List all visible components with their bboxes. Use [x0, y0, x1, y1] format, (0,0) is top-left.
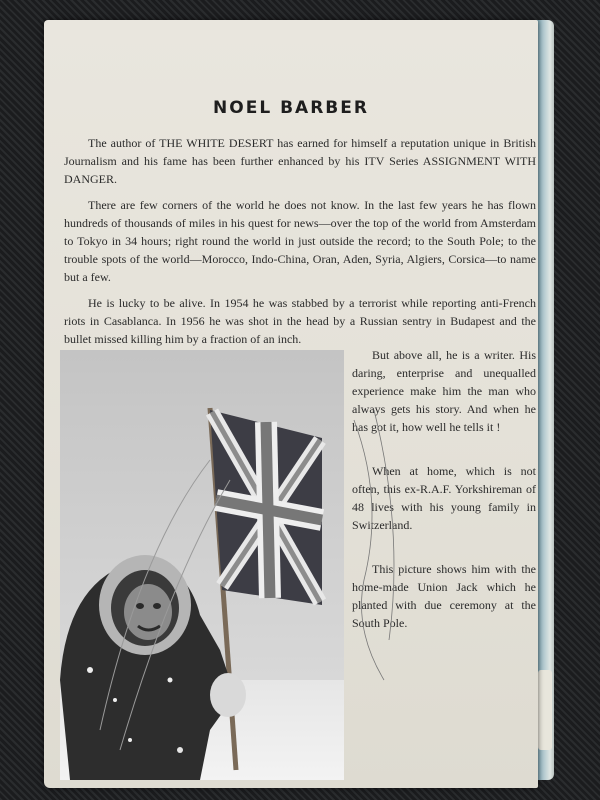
- bio-paragraph-3: He is lucky to be alive. In 1954 he was stabbed by a terrorist while reporting anti-French riots in Casablanca. In 1956 he was shot in the head by a Russian sentry in Budapest and the bullet missed killing him by a fraction of an inch.: [64, 296, 536, 346]
- south-pole-photo: [60, 350, 344, 780]
- author-name-title: NOEL BARBER: [213, 98, 369, 118]
- spine-wear-patch: [538, 670, 552, 750]
- bio-paragraph-1: The author of THE WHITE DESERT has earned for himself a reputation unique in British Journalism and his fame has been further enhanced by his ITV Series ASSIGNMENT WITH DANGER.: [64, 136, 536, 186]
- side-paragraph-2: When at home, which is not often, this ex-R.A.F. Yorkshireman of 48 lives with his young family in Switzerland.: [352, 464, 536, 532]
- bio-paragraph-2: There are few corners of the world he does not know. In the last few years he has flown hundreds of thousands of miles in his quest for news—over the top of the world from Amsterdam to Tokyo in 34 hours; right round the world in just outside the record; to the South Pole; to the trouble spots of the world—Morocco, Indo-China, Oran, Aden, Syria, Algiers, Corsica—to name but a few.: [64, 198, 536, 284]
- union-jack-flag: [210, 410, 322, 605]
- photo-illustration: [60, 350, 344, 780]
- book-back-cover: [44, 20, 538, 788]
- side-paragraph-1: But above all, he is a writer. His daring, enterprise and unequalled experience make him the man who always gets his story. And when he has got it, how well he tells it !: [352, 348, 536, 434]
- side-paragraph-3: This picture shows him with the home-made Union Jack which he planted with due ceremony at the South Pole.: [352, 562, 536, 630]
